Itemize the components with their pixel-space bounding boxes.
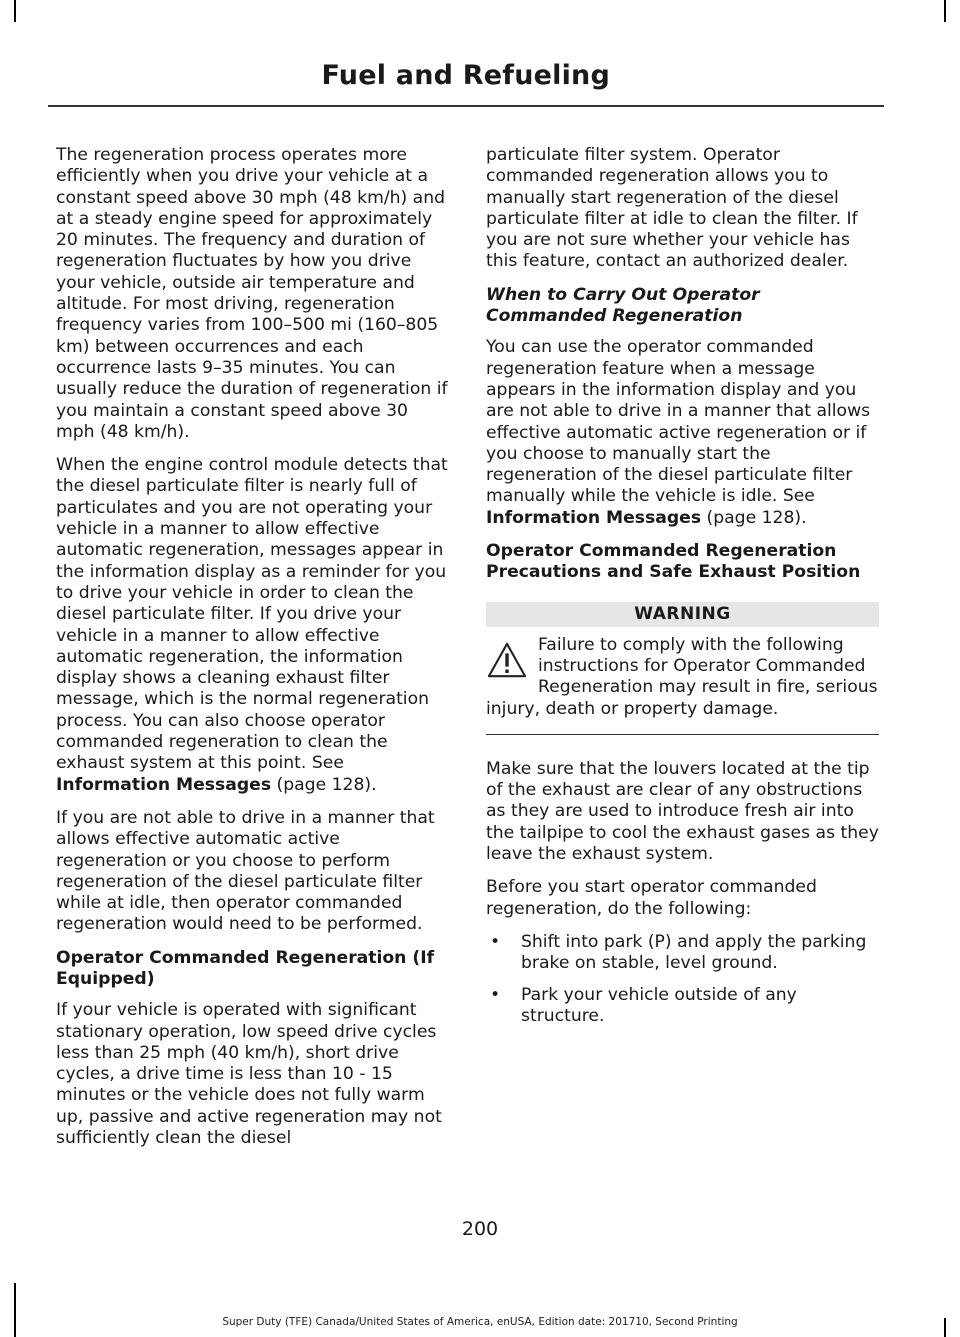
paragraph-text: When the engine control module detects that the diesel particulate filter is nearly full of particulates and you are not operating your vehicle in a manner to allow effective automatic regeneration, messages appear in the information display as a reminder for you to drive your vehicle in order to clean the diesel particulate filter. If you drive your vehicle in a manner to allow effective automatic regeneration, the information display shows a cleaning exhaust filter message, which is the normal regeneration process. You can also choose operator commanded regeneration to clean the exhaust system at this point. See [56,455,448,774]
paragraph-louvers: Make sure that the louvers located at the tip of the exhaust are clear of any obstructions as they are used to introduce fresh air into the tailpipe to cool the exhaust gases as they leave the exhaust system. [486,758,879,865]
right-column [486,145,879,1037]
section-heading-precautions: Operator Commanded Regeneration Precautions and Safe Exhaust Position [486,541,861,583]
paragraph-text: You can use the operator commanded regeneration feature when a message appears in the information display and you are not able to drive in a manner that allows effective automatic active regeneration or if you choose to manually start the regeneration of the diesel particulate filter manually while the vehicle is idle. See [486,337,871,507]
crop-mark-bottom-left [14,1283,16,1337]
section-heading-operator-commanded: Operator Commanded Regeneration (If Equipped) [56,947,435,989]
bullet-icon: • [490,984,501,1005]
warning-triangle-icon [486,641,528,679]
paragraph-before-you-start: Before you start operator commanded regeneration, do the following: [486,877,817,919]
warning-text: Failure to comply with the following instructions for Operator Commanded Regeneration may result in fire, serious injury, death or property damage. [486,634,878,719]
page-reference: (page 128). [271,774,377,795]
bullet-list [486,932,879,1027]
paragraph-stationary-operation: If your vehicle is operated with significant stationary operation, low speed drive cycles less than 25 mph (40 km/h), short drive cycles, a drive time is less than 10 - 15 minutes or the vehicle does not fully warm up, passive and active regeneration may not sufficiently clean the diesel [56,1000,442,1149]
paragraph-regeneration-efficiency: The regeneration process operates more efficiently when you drive your vehicle at a constant speed above 30 mph (48 km/h) and at a steady engine speed for approximately 20 minutes. The frequency and duration of regeneration fluctuates by how you drive your vehicle, outside air temperature and altitude. For most driving, regeneration frequency varies from 100–500 mi (160–805 km) between occurrences and each occurrence lasts 9–35 minutes. You can usually reduce the duration of regeneration if you maintain a constant speed above 30 mph (48 km/h). [56,145,448,442]
warning-box [486,635,879,735]
cross-reference-link[interactable]: Information Messages [56,774,272,795]
paragraph-unable-to-drive: If you are not able to drive in a manner that allows effective automatic active regeneration or you choose to perform regeneration of the diesel particulate filter while at idle, then operator commanded regeneration would need to be performed. [56,807,435,935]
page-number: 200 [461,1218,499,1240]
paragraph-ecm-detects [56,455,449,796]
left-column [56,145,449,1161]
crop-mark-top-left [14,0,16,22]
list-item-text: Shift into park (P) and apply the parking brake on stable, level ground. [521,931,867,974]
warning-banner: WARNING [486,602,879,627]
list-item [486,985,879,1028]
section-heading-when-to-carry-out: When to Carry Out Operator Commanded Regeneration [486,284,760,327]
paragraph-use-feature [486,337,879,529]
page-reference: (page 128). [701,507,807,528]
page-header-title: Fuel and Refueling [321,60,610,91]
crop-mark-top-right [944,0,946,22]
list-item-text: Park your vehicle outside of any structure. [521,984,797,1026]
footer-edition-info: Super Duty (TFE) Canada/United States of America, enUSA, Edition date: 201710, Second Printing [222,1316,738,1328]
bullet-icon: • [490,931,501,952]
header-rule [48,105,884,107]
cross-reference-link[interactable]: Information Messages [486,507,702,528]
paragraph-filter-system: particulate filter system. Operator commanded regeneration allows you to manually start regeneration of the diesel particulate filter at idle to clean the filter. If you are not sure whether your vehicle has this feature, contact an authorized dealer. [486,145,858,272]
list-item [486,932,879,975]
